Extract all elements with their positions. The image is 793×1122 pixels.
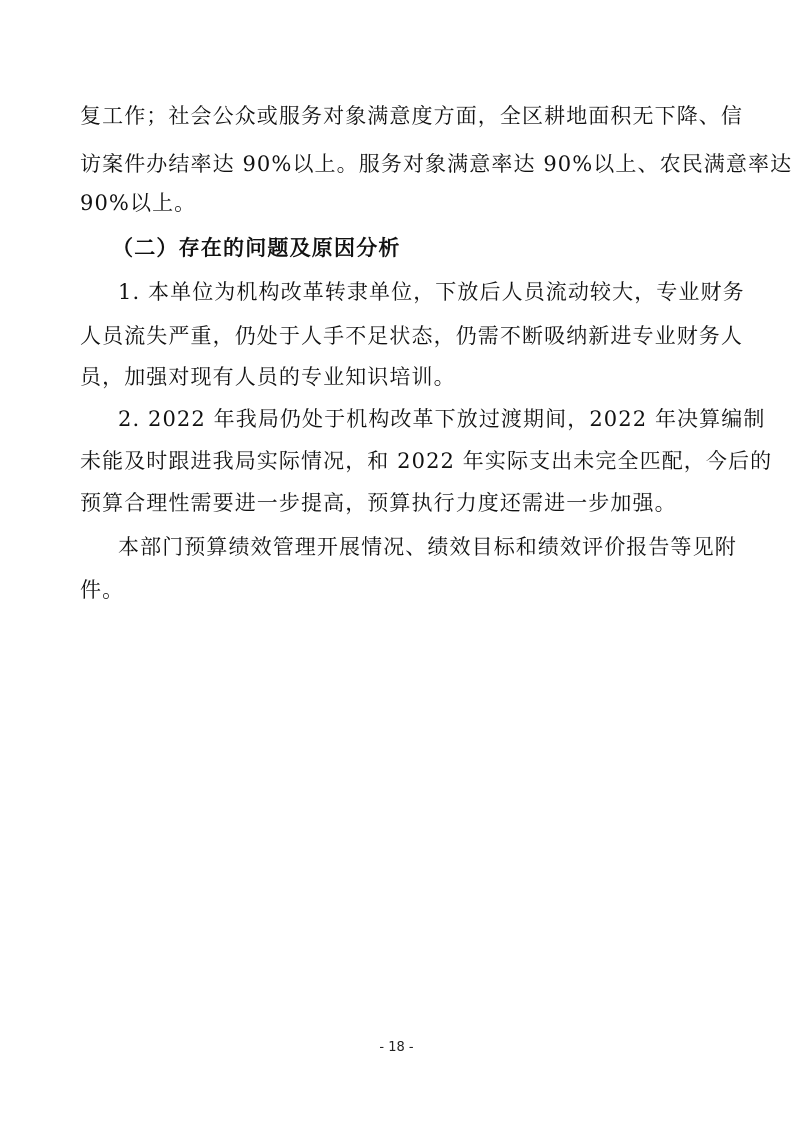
para1-line-2: 人员流失严重，仍处于人手不足状态，仍需不断吸纳新进专业财务人 xyxy=(80,324,743,348)
para1-line-3: 员，加强对现有人员的专业知识培训。 xyxy=(80,365,456,389)
body-line-3: 90%以上。 xyxy=(80,191,197,215)
para3-line-1: 本部门预算绩效管理开展情况、绩效目标和绩效评价报告等见附 xyxy=(118,535,737,559)
body-line-2: 访案件办结率达 90%以上。服务对象满意率达 90%以上、农民满意率达 xyxy=(80,152,793,176)
para2-line-3: 预算合理性需要进一步提高，预算执行力度还需进一步加强。 xyxy=(80,491,677,515)
para2-line-2: 未能及时跟进我局实际情况，和 2022 年实际支出未完全匹配，今后的 xyxy=(80,449,773,473)
body-line-1: 复工作；社会公众或服务对象满意度方面，全区耕地面积无下降、信 xyxy=(80,104,743,128)
page-number: - 18 - xyxy=(379,1040,414,1055)
para2-line-1: 2. 2022 年我局仍处于机构改革下放过渡期间，2022 年决算编制 xyxy=(118,407,766,431)
para3-line-2: 件。 xyxy=(80,578,125,602)
para1-line-1: 1. 本单位为机构改革转隶单位，下放后人员流动较大，专业财务 xyxy=(118,280,745,304)
section-heading: （二）存在的问题及原因分析 xyxy=(112,236,401,260)
